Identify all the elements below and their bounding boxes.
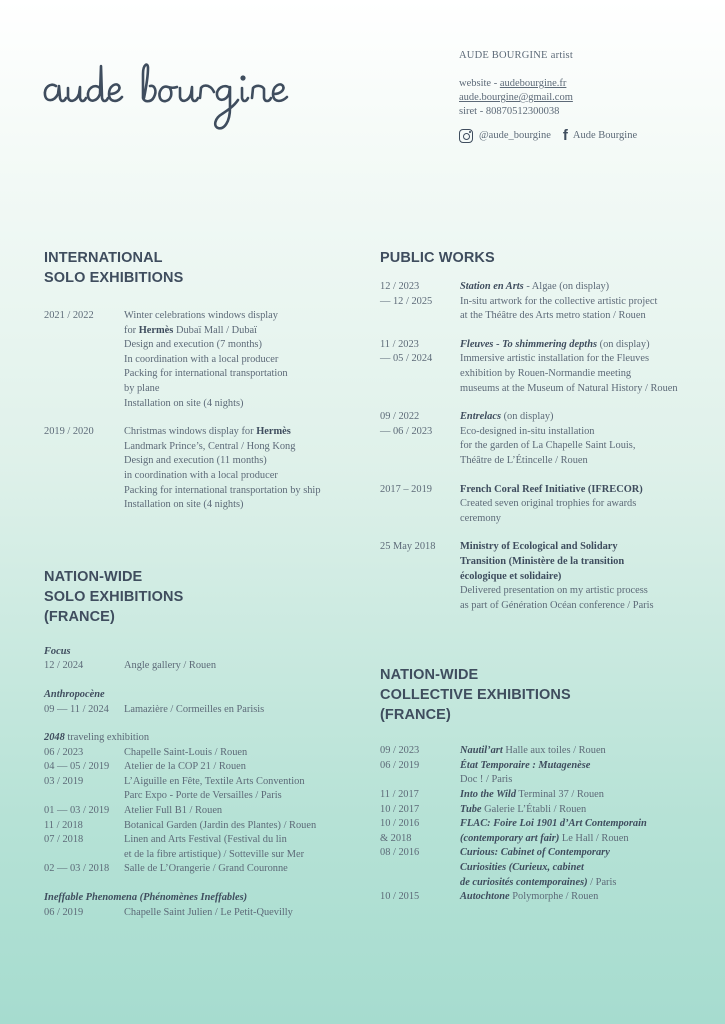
intl-solo-list [44,309,344,513]
list-item-desc: Tube Galerie L’Établi / Rouen [460,803,587,815]
list-item [380,788,700,803]
list-item [44,789,344,804]
list-item: 06 / 2019 Chapelle Saint Julien / Le Petit-Quevilly [44,906,293,918]
list-item [44,848,344,863]
list-item-date [380,773,460,788]
list-item-desc: Atelier Full B1 / Rouen [124,805,223,817]
instagram-handle[interactable]: @aude_bourgine [479,130,551,141]
instagram-icon[interactable] [459,129,473,143]
list-item [44,760,344,775]
list-item-desc: Into the Wild Terminal 37 / Rouen [460,789,604,801]
list-item-desc: État Temporaire : Mutagenèse [460,759,591,771]
public-works-list [380,280,700,613]
facebook-icon[interactable]: f [562,127,568,144]
list-item-desc: L’Aiguille en Fête, Textile Arts Convention [124,775,305,787]
list-item-date [380,861,460,876]
list-item-desc: Nautil’art Halle aux toiles / Rouen [460,745,606,757]
list-item-date: 11 / 2017 [380,789,419,801]
list-item-date: 08 / 2016 [380,847,420,859]
national-solo-list [44,645,344,921]
list-item-desc: Doc ! / Paris [460,774,513,786]
list-item-date: 10 / 2017 [380,803,420,815]
national-collective-title: NATION-WIDE COLLECTIVE EXHIBITIONS (FRANCE) [380,667,571,724]
list-item [380,832,700,847]
list-item-desc: Autochtone Polymorphe / Rouen [460,891,599,903]
list-item [380,861,700,876]
email-link[interactable]: aude.bourgine@gmail.com [459,92,573,103]
list-item-date: & 2018 [380,832,412,844]
list-item: 09 / 2022 — 06 / 2023 Entrelacs (on display) Eco-designed in-situ installation for the garden of La Chapelle Saint Louis, Théâtre de L’Étincelle / Rouen [380,411,636,466]
list-item-desc: Curious: Cabinet of Contemporary [460,847,610,859]
list-item [380,890,700,905]
list-item-date: 01 — 03 / 2019 [44,805,110,817]
list-item [380,744,700,759]
list-item-desc: Parc Expo - Porte de Versailles / Paris [124,790,282,802]
right-column [380,248,700,905]
list-item [380,803,700,818]
list-item: 12 / 2024 Angle gallery / Rouen [44,660,217,672]
list-item [44,862,344,877]
website-link[interactable]: audebourgine.fr [499,78,567,89]
ineffable-title: Ineffable Phenomena (Phénomènes Ineffables) [44,892,248,904]
list-item-date: 06 / 2023 [44,746,84,758]
siret-text: siret - 80870512300038 [459,106,560,117]
list-item [380,773,700,788]
list-item-desc: FLAC: Foire Loi 1901 d’Art Contemporain [460,818,647,830]
left-column [44,248,344,920]
focus-title: Focus [44,645,71,657]
list-item: 25 May 2018 Ministry of Ecological and Solidary Transition (Ministère de la transition écologique et solidaire) Delivered presentation on my artistic process as part of Génération Océan conference / Paris [380,541,654,611]
facebook-name[interactable]: Aude Bourgine [572,130,638,141]
contact-info [459,48,709,143]
list-item-date: 11 / 2018 [44,819,83,831]
national-solo-title: NATION-WIDE SOLO EXHIBITIONS (FRANCE) [44,568,184,625]
list-item-desc: Curiosities (Curieux, cabinet [460,862,584,874]
list-item [380,876,700,891]
list-item [44,819,344,834]
list-item-date: 10 / 2016 [380,818,420,830]
list-item: 2021 / 2022 Winter celebrations windows display for Hermès Dubaï Mall / Dubaï Design and execution (7 months) In coordination with a local producer Packing for international transportation by plane Installation on site (4 nights) [44,310,288,409]
list-item-desc: Atelier de la COP 21 / Rouen [124,761,246,773]
list-item-date: 03 / 2019 [44,775,84,787]
anthropocene-title: Anthropocène [44,688,105,700]
list-item: 11 / 2023 — 05 / 2024 Fleuves - To shimmering depths (on display) Immersive artistic installation for the Fleuves exhibition by Rouen-Normandie meeting museums at the Museum of Natural History / Rouen [380,338,678,394]
list-item: 09 — 11 / 2024 Lamazière / Cormeilles en Parisis [44,703,265,715]
traveling-list [44,746,344,877]
list-item-desc: (contemporary art fair) Le Hall / Rouen [460,832,629,844]
list-item: 2017 – 2019 French Coral Reef Initiative (IFRECOR) Created seven original trophies for awards ceremony [380,483,643,524]
list-item: 2019 / 2020 Christmas windows display for Hermès Landmark Prince’s, Central / Hong Kong Design and execution (11 months) in coordination with a local producer Packing for international transportation by ship Installation on site (4 nights) [44,426,321,511]
artist-name: AUDE BOURGINE artist [459,50,573,61]
list-item [380,759,700,774]
list-item-date: 10 / 2015 [380,891,420,903]
list-item-date: 09 / 2023 [380,745,420,757]
list-item-date [380,876,460,891]
list-item-desc: Chapelle Saint-Louis / Rouen [124,746,248,758]
list-item [44,775,344,790]
list-item [44,746,344,761]
list-item [44,833,344,848]
signature-logo [40,52,330,152]
list-item [380,817,700,832]
list-item-date: 02 — 03 / 2018 [44,863,110,875]
list-item-desc: Botanical Garden (Jardin des Plantes) / Rouen [124,819,317,831]
list-item-desc: de curiosités contemporaines) / Paris [460,876,617,888]
intl-solo-title: INTERNATIONAL SOLO EXHIBITIONS [44,250,184,286]
list-item-date [44,848,124,863]
list-item [380,846,700,861]
list-item-date: 07 / 2018 [44,834,84,846]
artist-role: artist [550,50,573,61]
website-line: website - audebourgine.fr [459,78,567,89]
list-item: 12 / 2023 — 12 / 2025 Station en Arts - Algae (on display) In-situ artwork for the collective artistic project at the Théâtre des Arts metro station / Rouen [380,281,658,322]
list-item-date: 04 — 05 / 2019 [44,761,110,773]
public-works-title: PUBLIC WORKS [380,250,495,266]
national-collective-list [380,744,700,905]
list-item-desc: et de la fibre artistique) / Sotteville sur Mer [124,848,305,860]
traveling-title: 2048 traveling exhibition [44,732,150,744]
list-item [44,804,344,819]
list-item-date: 06 / 2019 [380,759,420,771]
list-item-date [44,789,124,804]
social-links [459,129,709,143]
list-item-desc: Salle de L’Orangerie / Grand Couronne [124,863,288,875]
list-item-desc: Linen and Arts Festival (Festival du lin [124,834,287,846]
